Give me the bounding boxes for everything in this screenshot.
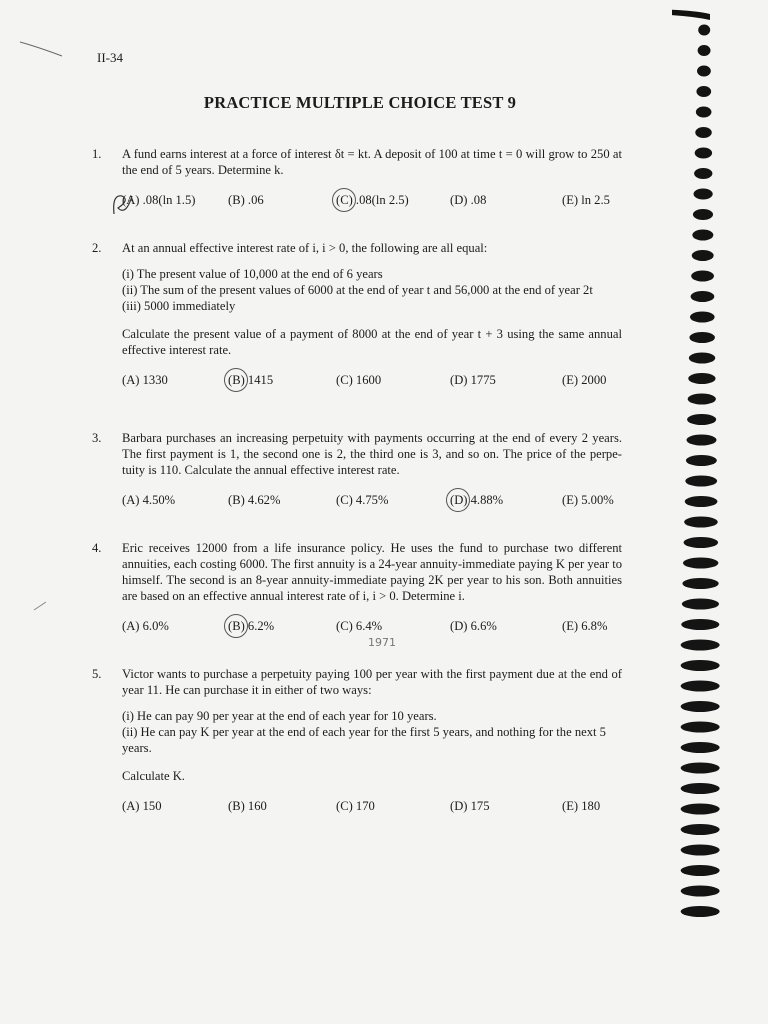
choice-a[interactable]: (A) 4.50% (122, 493, 176, 507)
binding-ring (690, 312, 715, 323)
question-text: Victor wants to purchase a perpetuity paying 100 per year with the first payment due at the end of year 11. He can purchase it in either of two ways: (122, 667, 622, 697)
choice-d[interactable]: (D) 4.88% (450, 493, 504, 507)
choice-e[interactable]: (E) 5.00% (562, 493, 614, 507)
condition-item: (ii) He can pay K per year at the end of each year for the first 5 years, and nothing for the next 5 years. (122, 725, 606, 755)
question-text: A fund earns interest at a force of interest δt = kt. A deposit of 100 at time t = 0 will grow to 250 at the end of 5 years. Determine k. (122, 147, 622, 177)
question-1 (92, 146, 622, 212)
binding-ring (685, 476, 717, 487)
binding-ring (688, 373, 715, 384)
question-prompt: Calculate K. (122, 769, 185, 783)
choice-e[interactable]: (E) 180 (562, 799, 601, 813)
choice-d[interactable]: (D) 1775 (450, 373, 496, 387)
choice-a[interactable]: (A) 6.0% (122, 619, 169, 633)
choice-a[interactable]: (A) 1330 (122, 373, 168, 387)
binding-ring (684, 517, 718, 528)
pen-mark (18, 38, 66, 60)
binding-ring (694, 168, 712, 179)
choice-c[interactable]: (C) 4.75% (336, 493, 389, 507)
handwritten-note: 1971 (368, 636, 396, 649)
choice-b[interactable]: (B) 1415 (228, 373, 274, 387)
choice-d[interactable]: (D) .08 (450, 193, 487, 207)
binding-ring (697, 66, 711, 77)
binding-ring (695, 148, 712, 159)
binding-ring (681, 742, 720, 753)
binding-ring (681, 660, 720, 671)
page-id: II-34 (97, 50, 123, 65)
question-number: 2. (92, 241, 102, 255)
choice-d[interactable]: (D) 175 (450, 799, 490, 813)
binding-ring (687, 435, 717, 446)
binding-ring (683, 558, 718, 569)
binding-ring (691, 271, 714, 282)
choice-e[interactable]: (E) 6.8% (562, 619, 608, 633)
binding-ring (681, 701, 720, 712)
condition-list (122, 708, 622, 756)
binding-ring (681, 906, 720, 917)
condition-item: (i) The present value of 10,000 at the end of 6 years (122, 267, 383, 281)
question-5 (92, 666, 622, 818)
question-number: 5. (92, 667, 102, 681)
binding-ring (689, 353, 715, 364)
binding-ring (689, 332, 715, 343)
binding-ring (693, 209, 713, 220)
binding-ring (687, 414, 716, 425)
choice-e[interactable]: (E) 2000 (562, 373, 607, 387)
condition-item: (iii) 5000 immediately (122, 299, 236, 313)
pen-mark (32, 598, 50, 614)
choice-c[interactable]: (C) 1600 (336, 373, 382, 387)
question-2 (92, 240, 622, 392)
choice-b[interactable]: (B) 4.62% (228, 493, 281, 507)
binding-ring (681, 824, 720, 835)
binding-edge (672, 10, 710, 21)
question-text: At an annual effective interest rate of i, i > 0, the following are all equal: (122, 241, 488, 255)
binding-ring (686, 455, 717, 466)
binding-ring (681, 640, 720, 651)
binding-ring (681, 783, 720, 794)
condition-list (122, 266, 622, 314)
choice-c[interactable]: (C) 170 (336, 799, 375, 813)
binding-ring (696, 86, 711, 97)
binding-ring (688, 394, 716, 405)
binding-ring (682, 599, 719, 610)
binding-ring (692, 230, 713, 241)
binding-ring (698, 45, 711, 56)
binding-ring (681, 722, 720, 733)
binding-ring (694, 189, 713, 200)
choice-b[interactable]: (B) 160 (228, 799, 267, 813)
binding-ring (681, 886, 720, 897)
choice-d[interactable]: (D) 6.6% (450, 619, 497, 633)
question-4 (92, 540, 622, 638)
binding-ring (696, 107, 712, 118)
binding-ring (681, 763, 720, 774)
question-3 (92, 430, 622, 512)
binding-ring (681, 865, 720, 876)
question-number: 4. (92, 541, 102, 555)
binding-ring (695, 127, 712, 138)
question-number: 3. (92, 431, 102, 445)
choice-b[interactable]: (B) 6.2% (228, 619, 275, 633)
choice-c[interactable]: (C) 6.4% (336, 619, 383, 633)
page-title: PRACTICE MULTIPLE CHOICE TEST 9 (203, 93, 517, 112)
condition-item: (i) He can pay 90 per year at the end of each year for 10 years. (122, 709, 437, 723)
choice-b[interactable]: (B) .06 (228, 193, 264, 207)
condition-item: (ii) The sum of the present values of 6000 at the end of year t and 56,000 at the end of year 2t (122, 283, 593, 297)
question-number: 1. (92, 147, 102, 161)
scribble-mark (108, 188, 136, 222)
question-text: Barbara purchases an increasing perpetuity with payments occurring at the end of every 2 years. The first payment is 1, the second one is 2, the third one is 3, and so on. The price of the perpe-tuity is 110. Calculate the annual effective interest rate. (122, 431, 622, 477)
choice-a[interactable]: (A) .08(ln 1.5) (122, 193, 196, 207)
binding-ring (685, 496, 718, 507)
choice-a[interactable]: (A) 150 (122, 799, 162, 813)
binding-ring (692, 250, 714, 261)
binding-ring (698, 25, 710, 36)
binding-ring (681, 619, 719, 630)
binding-ring (684, 537, 719, 548)
binding-ring (691, 291, 715, 302)
choice-e[interactable]: (E) ln 2.5 (562, 193, 610, 207)
binding-ring (682, 578, 718, 589)
spiral-binding (672, 0, 768, 1024)
question-prompt: Calculate the present value of a payment of 8000 at the end of year t + 3 using the same annual effective interest rate. (122, 327, 622, 357)
binding-ring (681, 681, 720, 692)
binding-ring (681, 804, 720, 815)
choice-c[interactable]: (C) .08(ln 2.5) (336, 193, 409, 207)
question-text: Eric receives 12000 from a life insurance policy. He uses the fund to purchase two different annuities, each costing 6000. The first annuity is a 24-year annuity-immediate paying K per year to himself. The second is an 8-year annuity-immediate paying 2K per year to his son. Both annuities are based on an effective annual interest rate of i, i > 0. Determine i. (122, 541, 622, 603)
binding-ring (681, 845, 720, 856)
